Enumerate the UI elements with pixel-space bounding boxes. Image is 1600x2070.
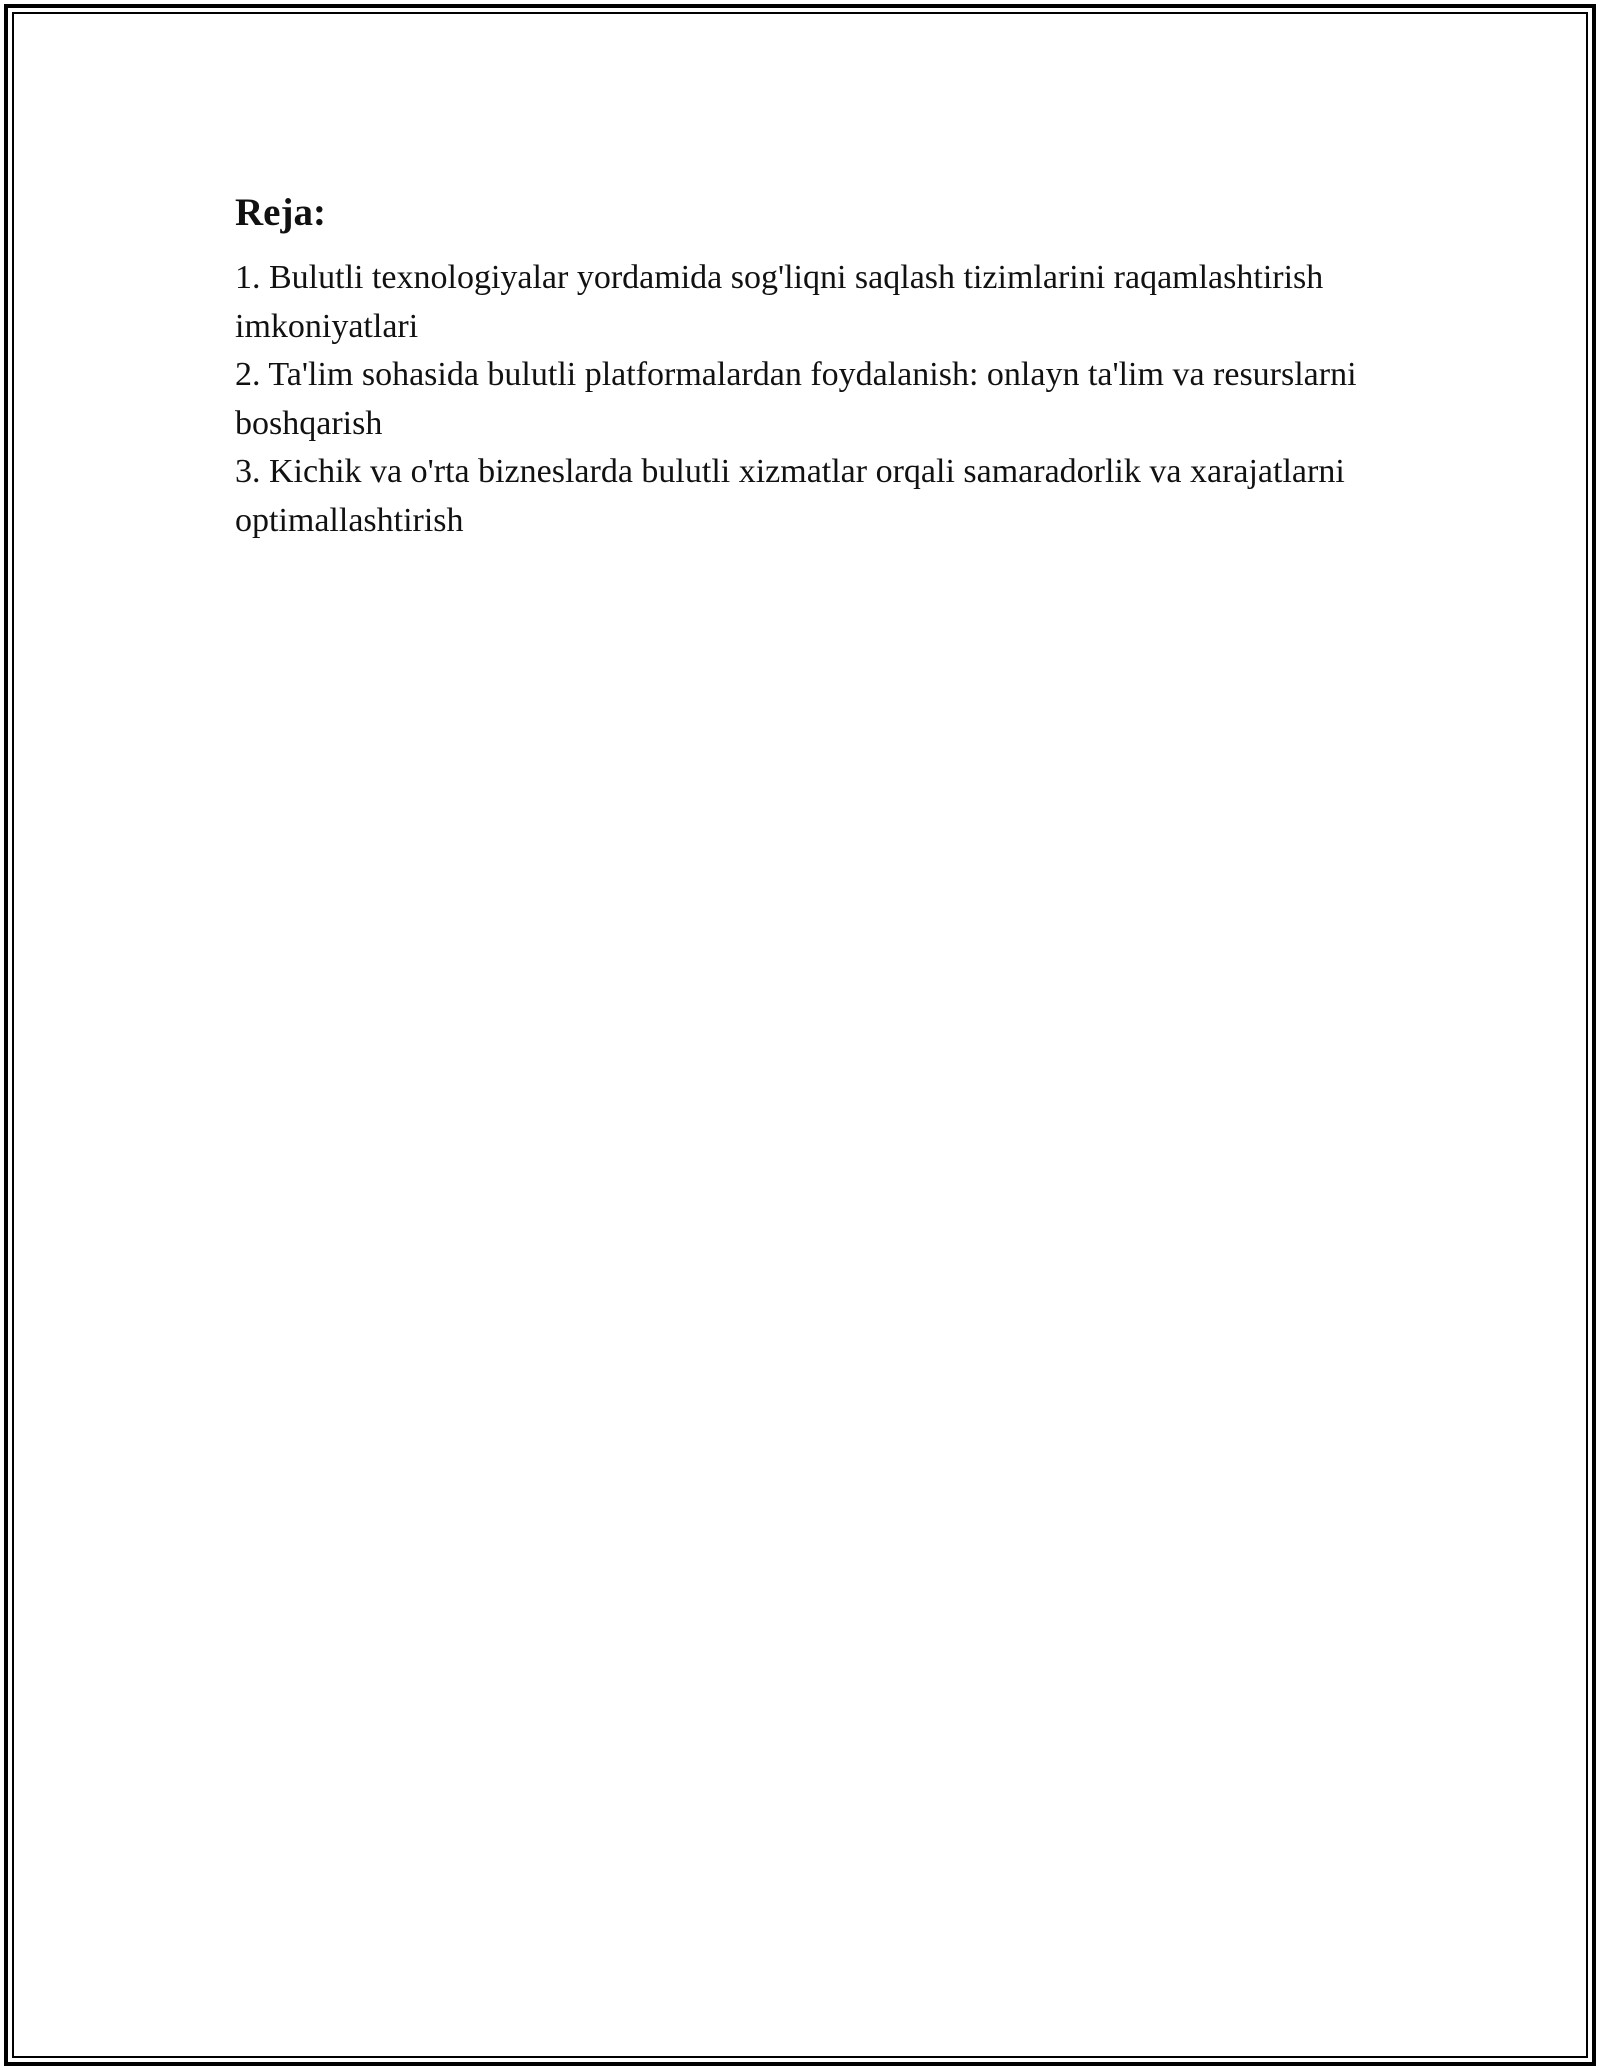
document-content (235, 186, 1365, 545)
plan-list (235, 254, 1365, 545)
plan-item-3: 3. Kichik va o'rta bizneslarda bulutli xizmatlar orqali samaradorlik va xarajatlarni optimallashtirish (235, 453, 1345, 539)
plan-item-2: 2. Ta'lim sohasida bulutli platformalardan foydalanish: onlayn ta'lim va resurslarni boshqarish (235, 356, 1357, 442)
plan-item-1: 1. Bulutli texnologiyalar yordamida sog'liqni saqlash tizimlarini raqamlashtirish imkoniyatlari (235, 259, 1324, 345)
plan-heading: Reja: (235, 191, 326, 234)
